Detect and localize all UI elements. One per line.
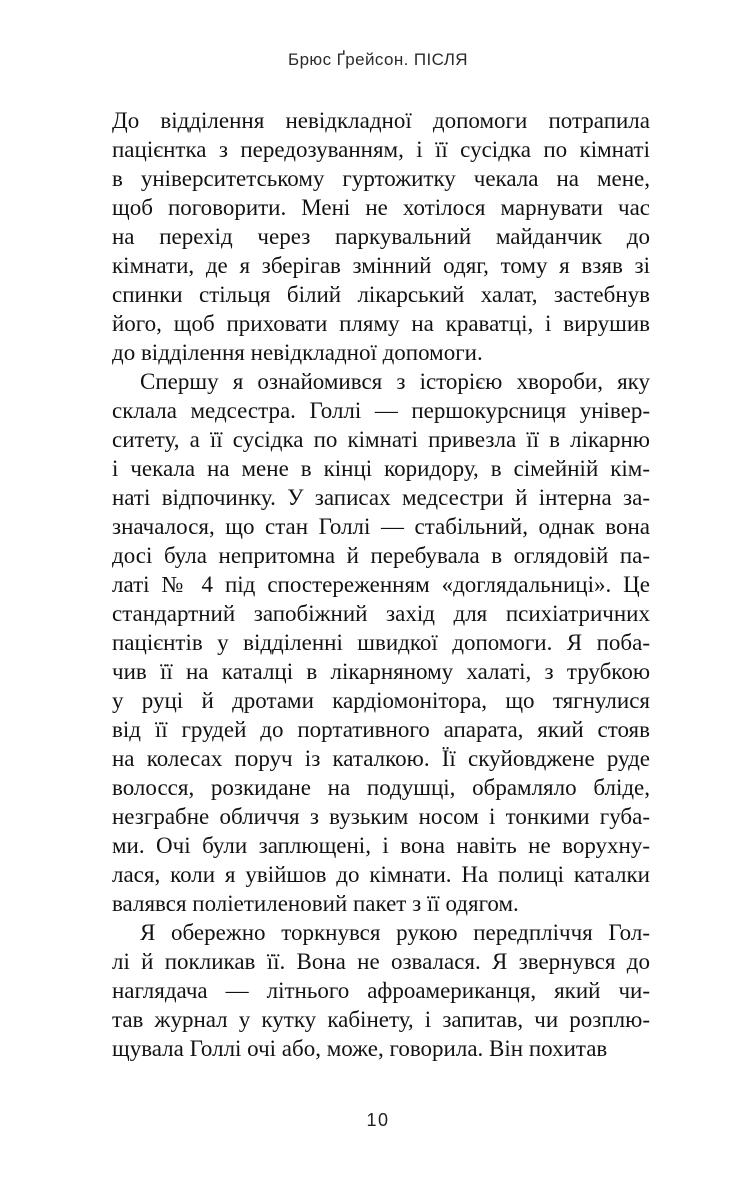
text-line: валявся поліетиленовий пакет з її одягом. — [112, 891, 519, 916]
text-line: стандартний запобіжний захід для психіатричних — [112, 601, 650, 626]
text-line: у руці й дротами кардіомонітора, що тягнулися — [112, 688, 650, 713]
text-line: До відділення невідкладної допомоги потрапила — [112, 108, 650, 133]
text-line: тав журнал у кутку кабінету, і запитав, чи розплю- — [112, 1007, 650, 1032]
text-line: спинки стільця білий лікарський халат, застебнув — [112, 282, 650, 307]
paragraph-2 — [112, 367, 650, 918]
text-line: волосся, розкидане на подушці, обрамляло бліде, — [112, 775, 650, 800]
paragraph-1 — [112, 106, 650, 367]
text-line: до відділення невідкладної допомоги. — [112, 340, 483, 365]
text-line: чив її на каталці в лікарняному халаті, з трубкою — [112, 659, 650, 684]
text-line: досі була непритомна й перебувала в оглядовій па- — [112, 543, 650, 568]
text-line: наглядача — літнього афроамериканця, який чи- — [112, 978, 650, 1003]
text-line: наті відпочинку. У записах медсестри й інтерна за- — [112, 485, 650, 510]
page-number: 10 — [366, 1110, 390, 1130]
body-text — [112, 106, 650, 1063]
text-line: в університетському гуртожитку чекала на мене, — [112, 166, 650, 191]
text-line: на колесах поруч із каталкою. Її скуйовджене руде — [112, 746, 650, 771]
text-line: пацієнтів у відділенні швидкої допомоги. Я поба- — [112, 630, 650, 655]
text-line: лі й покликав її. Вона не озвалася. Я звернувся до — [112, 949, 650, 974]
text-line: незграбне обличчя з вузьким носом і тонкими губа- — [112, 804, 650, 829]
text-line: склала медсестра. Голлі — першокурсниця універ- — [112, 398, 650, 423]
text-line: ситету, а її сусідка по кімнаті привезла її в лікарню — [112, 427, 650, 452]
text-line: на перехід через паркувальний майданчик до — [112, 224, 650, 249]
text-line: пацієнтка з передозуванням, і її сусідка по кімнаті — [112, 137, 650, 162]
running-header: Брюс Ґрейсон. ПІСЛЯ — [288, 50, 468, 69]
text-line: значалося, що стан Голлі — стабільний, однак вона — [112, 514, 650, 539]
text-line: щувала Голлі очі або, може, говорила. Він похитав — [112, 1036, 608, 1061]
text-line: Спершу я ознайомився з історією хвороби, яку — [140, 369, 650, 394]
text-line: кімнати, де я зберігав змінний одяг, тому я взяв зі — [112, 253, 650, 278]
text-line: і чекала на мене в кінці коридору, в сімейній кім- — [112, 456, 650, 481]
text-line: латі № 4 під спостереженням «доглядальниці». Це — [112, 572, 650, 597]
text-line: ми. Очі були заплющені, і вона навіть не ворухну- — [112, 833, 650, 858]
text-line: від її грудей до портативного апарата, який стояв — [112, 717, 650, 742]
text-line: лася, коли я увійшов до кімнати. На полиці каталки — [112, 862, 650, 887]
text-line: щоб поговорити. Мені не хотілося марнувати час — [112, 195, 650, 220]
text-line: його, щоб приховати пляму на краватці, і вирушив — [112, 311, 650, 336]
text-line: Я обережно торкнувся рукою передпліччя Гол- — [140, 920, 650, 945]
paragraph-3 — [112, 918, 650, 1063]
